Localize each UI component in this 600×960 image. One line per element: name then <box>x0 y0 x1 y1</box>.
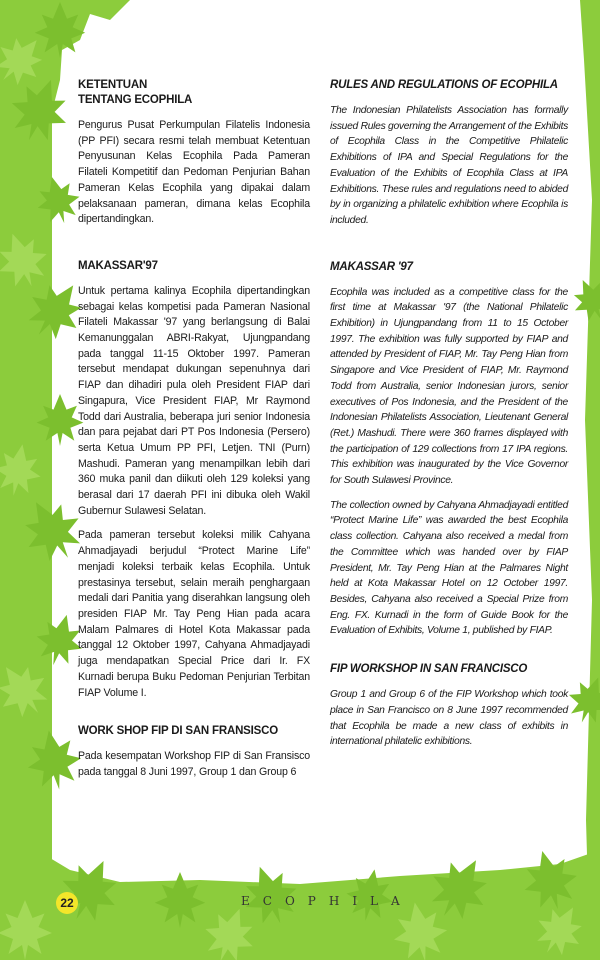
paragraph-workshop: Pada kesempatan Workshop FIP di San Fransisco pada tanggal 8 Juni 1997, Group 1 dan Group 6 <box>78 750 310 778</box>
indonesian-column <box>78 78 310 790</box>
section-title-rules: RULES AND REGULATIONS OF ECOPHILA <box>330 79 558 91</box>
section-title-makassar-en: MAKASSAR '97 <box>330 260 413 273</box>
brand-name: ECOPHILA <box>241 894 413 908</box>
paragraph-workshop-en: Group 1 and Group 6 of the FIP Workshop which took place in San Francisco on 8 June 1997 recommended that Ecophila be made a new class of exhibits in international philatelic exhibitions. <box>330 689 568 748</box>
paragraph-makassar-en-1: Ecophila was included as a competitive class for the first time at Makassar '97 (the National Philatelic Exhibition) in Ujungpandang from 11 to 15 October 1997. The exhibition was fully supported by FIAP and attended by President of FIAP, Mr. Tay Peng Hian from Singapore and Vice President of FIAP, Mr. Raymond Todd from Australia, senior Indonesian jurors, senior executives of Pos Indonesia, and the President of the Indonesian Philatelists Association, Lieutenant General (Ret.) Mashudi. There were 360 frames displayed with the participation of 129 collections from 17 IPA regions. This exhibition was inaugurated by the Vice Governor for South Sulawesi Province. <box>330 286 568 487</box>
paragraph-makassar-1: Untuk pertama kalinya Ecophila dipertandingkan sebagai kelas kompetisi pada Pameran Nasional Filateli Makassar '97 yang berlangsung di Balai Kemanunggalan ABRI-Rakyat, Ujungpandang pada tanggal 11-15 Oktober 1997. Pameran tersebut mendapat dukungan sepenuhnya dari FIAP dan dihadiri pula oleh President FIAP dari Singapura, Vice President FIAP, Mr Raymond Todd dari Australia, beberapa juri senior Indonesia dan para pejabat dari PT Pos Indonesia (Persero) serta Ketua Umum PP PFI, Letjen. TNI (Purn) Mashudi. Pameran yang menampilkan lebih dari 360 muka panil dan diikuti oleh 129 koleksi yang berasal dari 17 daerah PFI ini dibuka oleh Wakil Gubernur Sulawesi Selatan. <box>78 284 310 517</box>
section-title-makassar: MAKASSAR'97 <box>78 259 158 272</box>
section-title-line1: KETENTUAN <box>78 79 148 91</box>
page-number: 22 <box>56 892 78 914</box>
section-title-ketentuan <box>78 78 310 108</box>
section-title-workshop-en: FIP WORKSHOP IN SAN FRANCISCO <box>330 663 528 676</box>
paragraph-makassar-2: Pada pameran tersebut koleksi milik Cahyana Ahmadjayadi berjudul “Protect Marine Life” menjadi koleksi terbaik kelas Ecophila. Untuk prestasinya tersebut, selain meraih penghargaan medali dari Panitia yang diserahkan langsung oleh presiden FIAP Mr. Tay Peng Hian pada acara Malam Palmares di Hotel Kota Makassar pada tanggal 12 Oktober 1997, Cahyana Ahmadjayadi juga mendapatkan Special Price dari Ir. FX Kurnadi berupa Buku Pedoman Penjurian Terbitan FIAP Volume I. <box>78 529 310 699</box>
english-column <box>330 78 568 759</box>
paragraph-rules: The Indonesian Philatelists Association has formally issued Rules governing the Arrangement of the Exhibits of Ecophila Class in the Competitive Philatelic Exhibitions of IPA and Special Regulations for the Evaluation of the Exhibits of Ecophila Class at IPA Exhibitions. These rules and regulations need to abided by in organizing a philatelic exhibition where Ecophila is included. <box>330 105 568 226</box>
section-title-line2: TENTANG ECOPHILA <box>78 94 193 106</box>
page-footer <box>56 892 526 914</box>
section-title-workshop: WORK SHOP FIP DI SAN FRANSISCO <box>78 725 278 738</box>
paragraph-makassar-en-2: The collection owned by Cahyana Ahmadjayadi entitled “Protect Marine Life” was awarded the best Ecophila class collection. Cahyana also received a medal from the Committee which was handed over by FIAP President, Mr. Tay Peng Hian at the Palmares Night held at Kota Makassar Hotel on 12 October 1997. Besides, Cahyana also received a Special Prize from Eng. FX. Kurnadi in the form of Guide Book for the Evaluation of Exhibits, Volume 1, published by FIAP. <box>330 499 568 637</box>
paragraph-ketentuan: Pengurus Pusat Perkumpulan Filatelis Indonesia (PP PFI) secara resmi telah membuat Ketentuan Penyusunan Kelas Ecophila Pada Pameran Filateli Kompetitif dan Pedoman Penjurian Bahan Pameran Kelas Ecophila yang dipakai dalam pelaksanaan pameran, dimana kelas Ecophila dipertandingkan. <box>78 119 310 226</box>
